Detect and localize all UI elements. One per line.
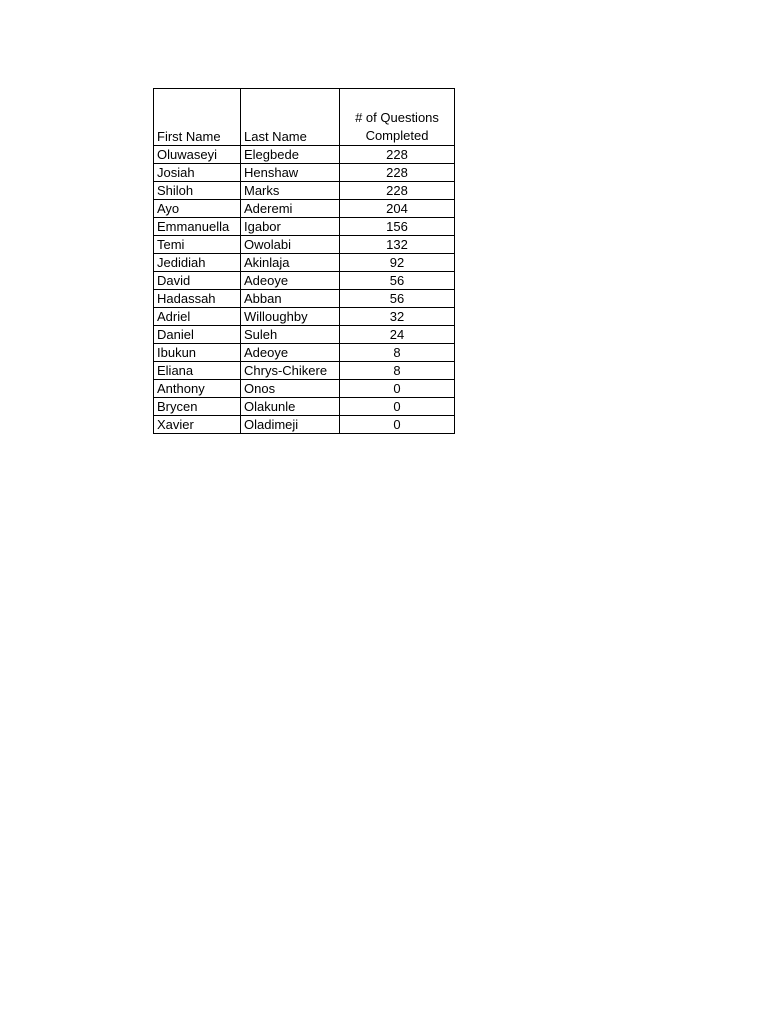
table-row xyxy=(154,416,455,434)
cell-last-name[interactable]: Adeoye xyxy=(241,272,340,290)
cell-first-name[interactable]: Ayo xyxy=(154,200,241,218)
cell-questions-completed[interactable]: 228 xyxy=(340,182,455,200)
cell-first-name[interactable]: Hadassah xyxy=(154,290,241,308)
cell-last-name[interactable]: Willoughby xyxy=(241,308,340,326)
cell-questions-completed[interactable]: 228 xyxy=(340,164,455,182)
cell-first-name[interactable]: David xyxy=(154,272,241,290)
cell-first-name[interactable]: Emmanuella xyxy=(154,218,241,236)
table-row xyxy=(154,182,455,200)
table-row xyxy=(154,146,455,164)
cell-first-name[interactable]: Xavier xyxy=(154,416,241,434)
cell-questions-completed[interactable]: 228 xyxy=(340,146,455,164)
table-row xyxy=(154,218,455,236)
cell-questions-completed[interactable]: 0 xyxy=(340,416,455,434)
cell-questions-completed[interactable]: 0 xyxy=(340,398,455,416)
table-row xyxy=(154,164,455,182)
cell-first-name[interactable]: Anthony xyxy=(154,380,241,398)
cell-last-name[interactable]: Adeoye xyxy=(241,344,340,362)
cell-last-name[interactable]: Akinlaja xyxy=(241,254,340,272)
cell-questions-completed[interactable]: 92 xyxy=(340,254,455,272)
header-questions-completed[interactable]: # of Questions Completed xyxy=(340,89,455,146)
cell-first-name[interactable]: Ibukun xyxy=(154,344,241,362)
cell-first-name[interactable]: Temi xyxy=(154,236,241,254)
cell-first-name[interactable]: Adriel xyxy=(154,308,241,326)
cell-first-name[interactable]: Eliana xyxy=(154,362,241,380)
spreadsheet-area xyxy=(153,88,455,434)
cell-last-name[interactable]: Chrys-Chikere xyxy=(241,362,340,380)
cell-questions-completed[interactable]: 204 xyxy=(340,200,455,218)
table-row xyxy=(154,236,455,254)
cell-questions-completed[interactable]: 56 xyxy=(340,272,455,290)
cell-last-name[interactable]: Henshaw xyxy=(241,164,340,182)
table-header xyxy=(154,89,455,146)
cell-last-name[interactable]: Igabor xyxy=(241,218,340,236)
cell-first-name[interactable]: Brycen xyxy=(154,398,241,416)
header-last-name[interactable]: Last Name xyxy=(241,89,340,146)
cell-questions-completed[interactable]: 24 xyxy=(340,326,455,344)
table-row xyxy=(154,344,455,362)
table-row xyxy=(154,308,455,326)
cell-last-name[interactable]: Abban xyxy=(241,290,340,308)
cell-first-name[interactable]: Josiah xyxy=(154,164,241,182)
table-row xyxy=(154,380,455,398)
table-row xyxy=(154,200,455,218)
cell-first-name[interactable]: Jedidiah xyxy=(154,254,241,272)
cell-last-name[interactable]: Elegbede xyxy=(241,146,340,164)
cell-first-name[interactable]: Shiloh xyxy=(154,182,241,200)
cell-last-name[interactable]: Suleh xyxy=(241,326,340,344)
cell-last-name[interactable]: Onos xyxy=(241,380,340,398)
table-row xyxy=(154,290,455,308)
cell-last-name[interactable]: Olakunle xyxy=(241,398,340,416)
cell-questions-completed[interactable]: 132 xyxy=(340,236,455,254)
cell-first-name[interactable]: Oluwaseyi xyxy=(154,146,241,164)
cell-questions-completed[interactable]: 32 xyxy=(340,308,455,326)
cell-questions-completed[interactable]: 0 xyxy=(340,380,455,398)
cell-questions-completed[interactable]: 156 xyxy=(340,218,455,236)
table-row xyxy=(154,398,455,416)
cell-questions-completed[interactable]: 8 xyxy=(340,362,455,380)
cell-last-name[interactable]: Oladimeji xyxy=(241,416,340,434)
table-row xyxy=(154,362,455,380)
table-row xyxy=(154,326,455,344)
table-body xyxy=(154,146,455,434)
cell-questions-completed[interactable]: 56 xyxy=(340,290,455,308)
header-row xyxy=(154,89,455,146)
cell-questions-completed[interactable]: 8 xyxy=(340,344,455,362)
cell-last-name[interactable]: Marks xyxy=(241,182,340,200)
cell-first-name[interactable]: Daniel xyxy=(154,326,241,344)
table-row xyxy=(154,272,455,290)
table-row xyxy=(154,254,455,272)
questions-completed-table xyxy=(153,88,455,434)
header-first-name[interactable]: First Name xyxy=(154,89,241,146)
cell-last-name[interactable]: Aderemi xyxy=(241,200,340,218)
cell-last-name[interactable]: Owolabi xyxy=(241,236,340,254)
